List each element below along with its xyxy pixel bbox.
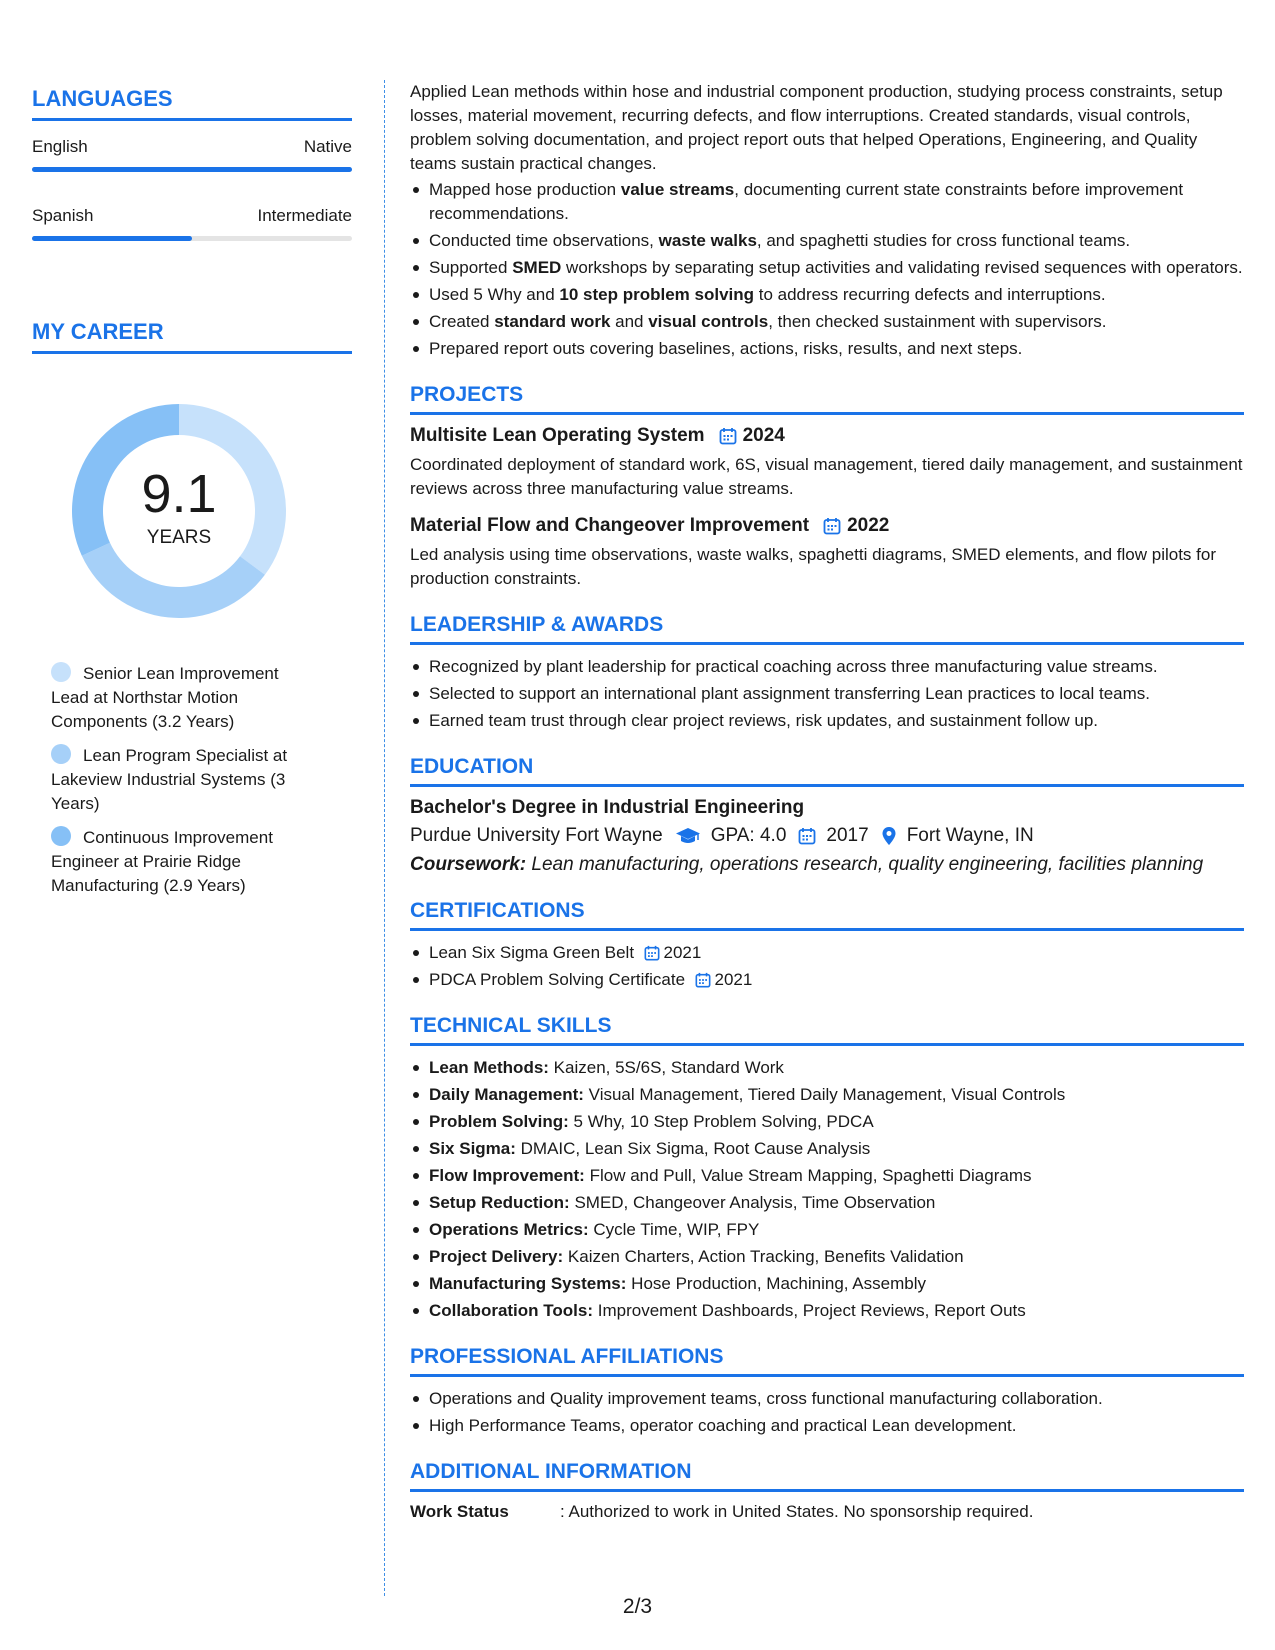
career-item [51, 826, 321, 898]
career-item-text: Senior Lean Improvement Lead at Northstar Motion Components (3.2 Years) [51, 664, 279, 731]
list-item: Lean Methods: Kaizen, 5S/6S, Standard Work [410, 1056, 1244, 1080]
list-item: High Performance Teams, operator coaching and practical Lean development. [410, 1414, 1244, 1438]
experience-summary: Applied Lean methods within hose and industrial component production, studying process constraints, setup losses, material movement, recurring defects, and flow interruptions. Created standards, visual controls, problem solving documentation, and project report outs that helped Operations, Engineering, and Quality teams sustain practical changes. [410, 82, 1223, 173]
list-item: Supported SMED workshops by separating setup activities and validating revised sequences with operators. [410, 256, 1244, 280]
gpa: GPA: 4.0 [710, 825, 787, 846]
education-details [410, 825, 1244, 847]
language-name: Spanish [32, 206, 94, 225]
list-item: Mapped hose production value streams, documenting current state constraints before improvement recommendations. [410, 178, 1244, 226]
coursework [410, 853, 1244, 877]
coursework-label: Coursework: [410, 854, 527, 875]
certifications-heading: CERTIFICATIONS [410, 899, 1244, 931]
sidebar [32, 86, 352, 908]
certifications-list [410, 941, 1244, 992]
language-item [32, 206, 352, 241]
additional-heading: ADDITIONAL INFORMATION [410, 1460, 1244, 1492]
list-item: Six Sigma: DMAIC, Lean Six Sigma, Root Cause Analysis [410, 1137, 1244, 1161]
work-status-label: Work Status [410, 1502, 509, 1521]
list-item: Earned team trust through clear project reviews, risk updates, and sustainment follow up. [410, 709, 1244, 733]
page-number: 2/3 [622, 1595, 653, 1618]
career-item-text: Continuous Improvement Engineer at Prairie Ridge Manufacturing (2.9 Years) [51, 828, 273, 895]
list-item: Prepared report outs covering baselines, actions, risks, results, and next steps. [410, 337, 1244, 361]
list-item: Project Delivery: Kaizen Charters, Action Tracking, Benefits Validation [410, 1245, 1244, 1269]
career-item-text: Lean Program Specialist at Lakeview Industrial Systems (3 Years) [51, 746, 288, 813]
career-total-years: 9.1 [141, 464, 217, 524]
legend-dot-icon [51, 662, 71, 682]
career-donut-chart [64, 396, 294, 626]
list-item: Created standard work and visual controls, then checked sustainment with supervisors. [410, 310, 1244, 334]
list-item: Flow Improvement: Flow and Pull, Value Stream Mapping, Spaghetti Diagrams [410, 1164, 1244, 1188]
legend-dot-icon [51, 826, 71, 846]
graduation-year: 2017 [826, 825, 869, 846]
list-item: Lean Six Sigma Green Belt 2021 [410, 941, 1244, 965]
projects-heading: PROJECTS [410, 383, 1244, 415]
list-item: Operations Metrics: Cycle Time, WIP, FPY [410, 1218, 1244, 1242]
leadership-list [410, 655, 1244, 733]
project-year: 2022 [847, 515, 890, 536]
degree-title: Bachelor's Degree in Industrial Engineering [410, 797, 805, 818]
list-item: Collaboration Tools: Improvement Dashboards, Project Reviews, Report Outs [410, 1299, 1244, 1323]
affiliations-list [410, 1387, 1244, 1438]
experience-bullets [410, 178, 1244, 361]
main-content [410, 80, 1244, 1522]
project-item [410, 515, 1244, 591]
project-title: Multisite Lean Operating System [410, 425, 705, 446]
language-level: Intermediate [257, 206, 352, 225]
calendar-icon [798, 827, 816, 845]
list-item: Used 5 Why and 10 step problem solving to address recurring defects and interruptions. [410, 283, 1244, 307]
graduation-cap-icon [675, 827, 701, 845]
list-item: Daily Management: Visual Management, Tiered Daily Management, Visual Controls [410, 1083, 1244, 1107]
calendar-icon [823, 517, 841, 535]
work-status [410, 1502, 1244, 1522]
language-level: Native [303, 137, 352, 156]
list-item: Problem Solving: 5 Why, 10 Step Problem Solving, PDCA [410, 1110, 1244, 1134]
language-bar [32, 167, 352, 172]
column-divider [384, 80, 385, 1596]
leadership-heading: LEADERSHIP & AWARDS [410, 613, 1244, 645]
languages-heading: LANGUAGES [32, 86, 352, 121]
legend-dot-icon [51, 744, 71, 764]
work-status-value: : Authorized to work in United States. No sponsorship required. [560, 1502, 1034, 1521]
map-pin-icon [881, 826, 897, 846]
project-title: Material Flow and Changeover Improvement [410, 515, 810, 536]
list-item: Setup Reduction: SMED, Changeover Analysis, Time Observation [410, 1191, 1244, 1215]
language-name: English [32, 137, 88, 156]
calendar-icon [695, 972, 711, 988]
project-year: 2024 [742, 425, 785, 446]
school-location: Fort Wayne, IN [906, 825, 1034, 846]
project-description: Led analysis using time observations, waste walks, spaghetti diagrams, SMED elements, and flow pilots for production constraints. [410, 545, 1216, 588]
list-item: PDCA Problem Solving Certificate 2021 [410, 968, 1244, 992]
skills-list [410, 1056, 1244, 1323]
project-item [410, 425, 1244, 501]
affiliations-heading: PROFESSIONAL AFFILIATIONS [410, 1345, 1244, 1377]
language-item [32, 137, 352, 172]
project-description: Coordinated deployment of standard work, 6S, visual management, tiered daily management, and sustainment reviews across three manufacturing value streams. [410, 455, 1243, 498]
list-item: Conducted time observations, waste walks, and spaghetti studies for cross functional teams. [410, 229, 1244, 253]
list-item: Operations and Quality improvement teams, cross functional manufacturing collaboration. [410, 1387, 1244, 1411]
calendar-icon [644, 945, 660, 961]
career-heading: MY CAREER [32, 319, 352, 354]
skills-heading: TECHNICAL SKILLS [410, 1014, 1244, 1046]
list-item: Selected to support an international plant assignment transferring Lean practices to local teams. [410, 682, 1244, 706]
education-heading: EDUCATION [410, 755, 1244, 787]
coursework-text: Lean manufacturing, operations research, quality engineering, facilities planning [526, 854, 1204, 875]
career-list [51, 662, 321, 898]
career-total-unit: YEARS [146, 527, 212, 548]
career-item [51, 744, 321, 816]
list-item: Manufacturing Systems: Hose Production, Machining, Assembly [410, 1272, 1244, 1296]
list-item: Recognized by plant leadership for practical coaching across three manufacturing value streams. [410, 655, 1244, 679]
calendar-icon [719, 427, 737, 445]
career-item [51, 662, 321, 734]
language-bar [32, 236, 352, 241]
school-name: Purdue University Fort Wayne [410, 825, 663, 846]
